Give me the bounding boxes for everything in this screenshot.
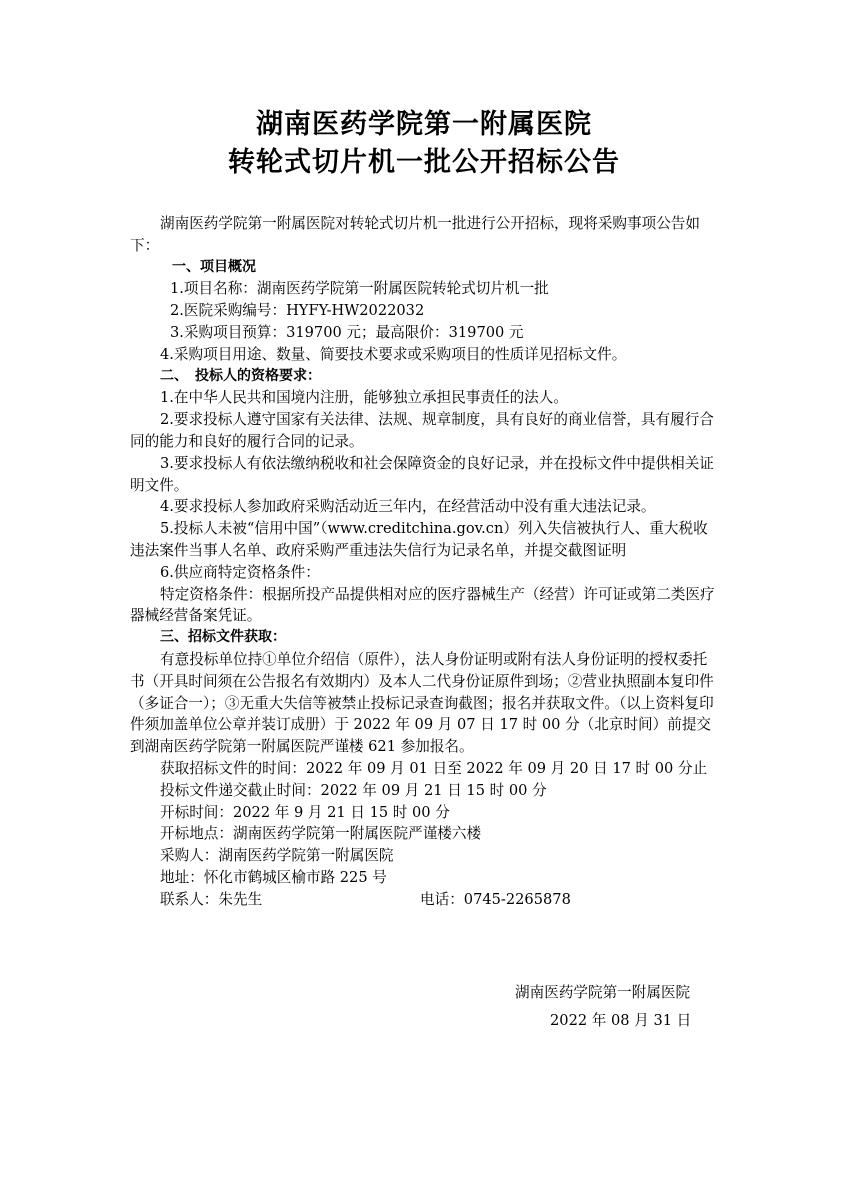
notice-body <box>130 213 718 911</box>
contact-row <box>130 889 718 911</box>
section-2-item: 2.要求投标人遵守国家有关法律、法规、规章制度，具有良好的商业信誉，具有履行合同的能力和良好的履行合同的记录。 <box>130 411 714 450</box>
section-2-item: 特定资格条件：根据所投产品提供相对应的医疗器械生产（经营）许可证或第二类医疗器械经营备案凭证。 <box>130 585 715 625</box>
signature-date: 2022 年 08 月 31 日 <box>550 1012 692 1029</box>
section-2-item: 4.要求投标人参加政府采购活动近三年内，在经营活动中没有重大违法记录。 <box>160 498 656 516</box>
open-time-line: 开标时间：2022 年 9 月 21 日 15 时 00 分 <box>160 803 450 821</box>
section-2-item: 5.投标人未被“信用中国”（www.creditchina.gov.cn）列入失信被执行人、重大税收违法案件当事人名单、政府采购严重违法失信行为记录名单，并提交截图证明 <box>130 520 708 559</box>
section-2-item: 6.供应商特定资格条件： <box>160 563 320 581</box>
section-1-item: 3.采购项目预算：319700 元；最高限价：319700 元 <box>170 323 524 341</box>
buyer-line: 采购人：湖南医药学院第一附属医院 <box>160 847 394 865</box>
title-line-1: 湖南医药学院第一附属医院 <box>256 109 592 140</box>
signature-org: 湖南医药学院第一附属医院 <box>515 984 691 1001</box>
open-place-line: 开标地点：湖南医药学院第一附属医院严谨楼六楼 <box>160 825 482 843</box>
section-3-heading: 三、招标文件获取： <box>160 629 286 646</box>
address-line: 地址：怀化市鹤城区榆市路 225 号 <box>160 868 387 886</box>
section-1-item: 1.项目名称：湖南医药学院第一附属医院转轮式切片机一批 <box>170 280 549 298</box>
section-2-heading: 二、 投标人的资格要求： <box>160 367 321 384</box>
deadline-line: 投标文件递交截止时间：2022 年 09 月 21 日 15 时 00 分 <box>160 781 547 799</box>
section-2-item: 3.要求投标人有依法缴纳税收和社会保障资金的良好记录，并在投标文件中提供相关证明文件。 <box>130 454 714 494</box>
contact-person: 联系人：朱先生 <box>160 890 263 908</box>
section-1-item: 2.医院采购编号：HYFY-HW2022032 <box>170 302 425 320</box>
get-time-line: 获取招标文件的时间：2022 年 09 月 01 日至 2022 年 09 月 20 日 17 时 00 分止 <box>160 759 708 777</box>
title-line-2: 转轮式切片机一批公开招标公告 <box>228 147 620 178</box>
section-1-heading: 一、项目概况 <box>172 258 256 275</box>
section-1-item: 4.采购项目用途、数量、简要技术要求或采购项目的性质详见招标文件。 <box>160 345 627 363</box>
section-2-item: 1.在中华人民共和国境内注册，能够独立承担民事责任的法人。 <box>160 389 568 407</box>
registration-paragraph: 有意投标单位持①单位介绍信（原件），法人身份证明或附有法人身份证明的授权委托书（开具时间须在公告报名有效期内）及本人二代身份证原件到场；②营业执照副本复印件（多证合一）；③无重大失信等被禁止投标记录查询截图；报名并获取文件。（以上资料复印件须加盖单位公章并装订成册）于 2022 年 09 月 07 日 17 时 00 分（北京时间）前提交到湖南医药学院第一附属医院严谨楼 621 参加报名。 <box>130 650 714 756</box>
contact-phone: 电话：0745-2265878 <box>420 890 571 908</box>
intro-paragraph: 湖南医药学院第一附属医院对转轮式切片机一批进行公开招标，现将采购事项公告如下： <box>130 215 700 254</box>
